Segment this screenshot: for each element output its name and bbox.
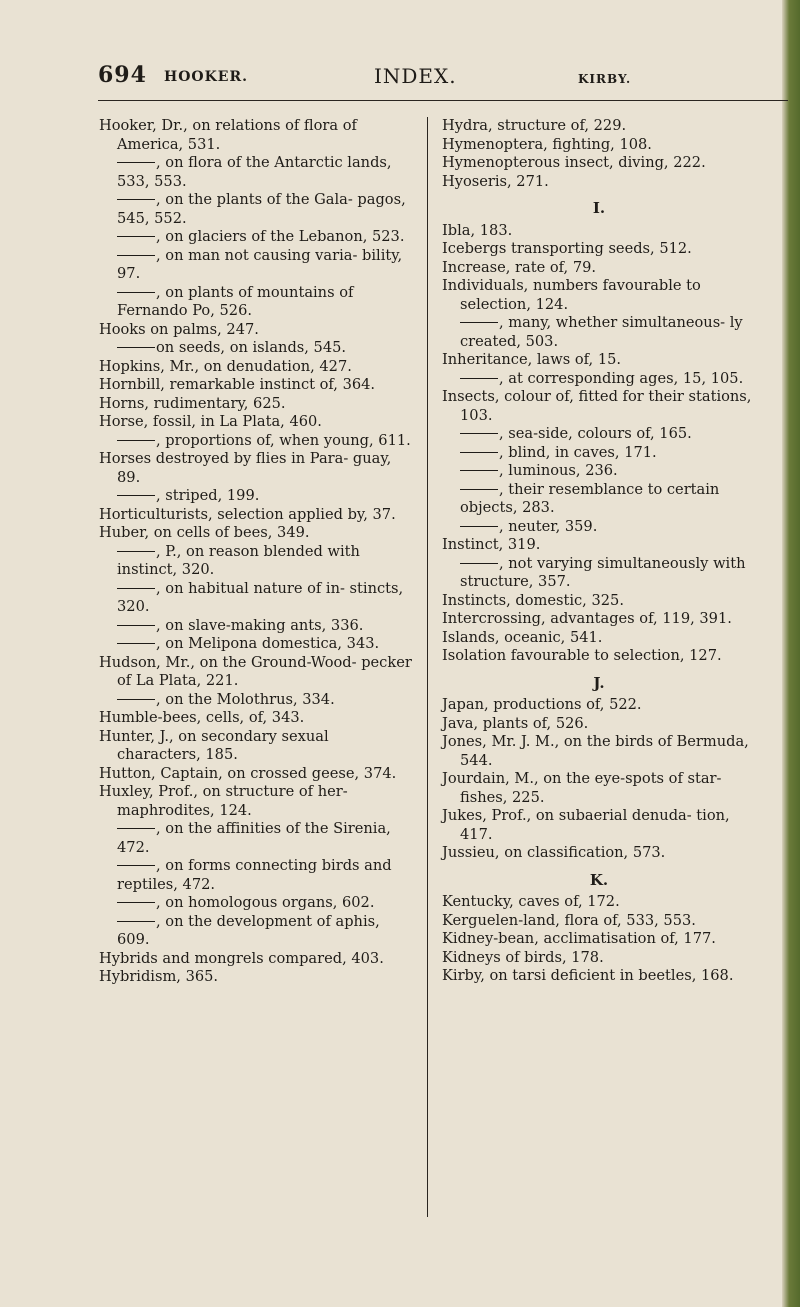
index-subentry [99, 191, 413, 228]
entry-text: Kidney-bean, acclimatisation of, 177. [442, 930, 716, 947]
entry-text: , on flora of the Antarctic lands, 533, 553. [117, 154, 392, 190]
page-edge [782, 0, 800, 1307]
index-entry [99, 709, 413, 728]
entry-text: Hopkins, Mr., on denudation, 427. [99, 357, 352, 375]
entry-text: , on glaciers of the Lebanon, 523. [156, 228, 405, 245]
index-entry [442, 967, 756, 986]
entry-text: , on homologous organs, 602. [156, 894, 375, 911]
index-entry [442, 733, 756, 770]
index-entry [442, 629, 756, 648]
entry-text: Hybridism, 365. [99, 968, 219, 985]
entry-text: , many, whether simultaneous- ly created, 503. [460, 314, 743, 350]
index-subentry [442, 370, 756, 389]
entry-text: , their resemblance to certain objects, 283. [460, 480, 720, 516]
index-subentry [442, 481, 756, 518]
index-entry [442, 696, 756, 715]
index-section-letter: J. [593, 673, 605, 692]
index-entry [99, 376, 413, 395]
entry-text: , not varying simultaneously with structure, 357. [460, 554, 746, 590]
index-entry [99, 117, 413, 154]
running-header [98, 62, 658, 102]
entry-text: , P., on reason blended with instinct, 320. [117, 542, 360, 578]
index-entry [442, 844, 756, 863]
index-entry [99, 395, 413, 414]
index-subentry [442, 425, 756, 444]
ditto-dash [460, 489, 498, 490]
index-entry [442, 893, 756, 912]
index-subentry [99, 617, 413, 636]
ditto-dash [117, 865, 155, 866]
ditto-dash [460, 452, 498, 453]
ditto-dash [117, 828, 155, 829]
entry-text: , luminous, 236. [499, 462, 618, 479]
index-entry [442, 259, 756, 278]
entry-text: , on plants of mountains of Fernando Po, 526. [117, 283, 354, 319]
entry-text: Horns, rudimentary, 625. [99, 394, 286, 412]
ditto-dash [460, 433, 498, 434]
index-entry [442, 912, 756, 931]
index-subentry [99, 691, 413, 710]
entry-text: Hooks on palms, 247. [99, 320, 259, 338]
entry-text: , on the Molothrus, 334. [156, 690, 335, 708]
index-subentry [99, 543, 413, 580]
index-entry [442, 154, 756, 173]
index-entry [99, 524, 413, 543]
index-entry [442, 222, 756, 241]
ditto-dash [117, 199, 155, 200]
index-subentry [99, 284, 413, 321]
header-left-word: HOOKER. [164, 69, 248, 85]
column-divider [427, 117, 428, 1217]
ditto-dash [117, 921, 155, 922]
index-entry [442, 173, 756, 192]
ditto-dash [117, 162, 155, 163]
entry-text: , on the affinities of the Sirenia, 472. [117, 820, 391, 856]
entry-text: Ibla, 183. [442, 221, 513, 239]
ditto-dash [460, 470, 498, 471]
entry-text: , on the development of aphis, 609. [117, 912, 380, 948]
entry-text: Hutton, Captain, on crossed geese, 374. [99, 764, 397, 782]
index-subentry [99, 894, 413, 913]
index-entry [442, 277, 756, 314]
entry-text: Hybrids and mongrels compared, 403. [99, 949, 384, 967]
index-entry [99, 783, 413, 820]
header-rule [98, 100, 788, 101]
entry-text: Horticulturists, selection applied by, 37. [99, 505, 396, 523]
entry-text: Hymenoptera, fighting, 108. [442, 135, 652, 153]
entry-text: Kerguelen-land, flora of, 533, 553. [442, 911, 696, 929]
index-entry [99, 413, 413, 432]
entry-text: Increase, rate of, 79. [442, 258, 597, 276]
entry-text: Hydra, structure of, 229. [442, 117, 627, 134]
header-right-word: KIRBY. [578, 72, 632, 86]
index-subentry [99, 820, 413, 857]
entry-text: Kirby, on tarsi deficient in beetles, 168. [442, 967, 734, 984]
entry-text: , on habitual nature of in- stincts, 320. [117, 579, 404, 615]
ditto-dash [460, 322, 498, 323]
index-subentry [99, 635, 413, 654]
entry-text: Islands, oceanic, 541. [442, 628, 603, 646]
index-entry [99, 950, 413, 969]
ditto-dash [117, 236, 155, 237]
index-entry [99, 450, 413, 487]
entry-text: Japan, productions of, 522. [442, 696, 642, 713]
entry-text: , blind, in caves, 171. [499, 443, 657, 461]
entry-text: Isolation favourable to selection, 127. [442, 647, 722, 664]
index-subentry [99, 432, 413, 451]
index-subentry [99, 913, 413, 950]
ditto-dash [117, 551, 155, 552]
ditto-dash [117, 588, 155, 589]
index-entry [442, 930, 756, 949]
entry-text: , striped, 199. [156, 487, 260, 504]
entry-text: Hunter, J., on secondary sexual characters, 185. [99, 727, 329, 763]
entry-text: Kidneys of birds, 178. [442, 948, 604, 966]
index-entry [442, 770, 756, 807]
header-title: INDEX. [374, 64, 457, 88]
index-entry [99, 654, 413, 691]
entry-text: Horse, fossil, in La Plata, 460. [99, 413, 322, 430]
ditto-dash [117, 699, 155, 700]
index-subentry [442, 462, 756, 481]
index-entry [442, 592, 756, 611]
entry-text: Hymenopterous insect, diving, 222. [442, 154, 706, 171]
index-entry [442, 136, 756, 155]
index-subentry [99, 487, 413, 506]
index-section-letter: I. [592, 199, 606, 217]
entry-text: Icebergs transporting seeds, 512. [442, 240, 692, 257]
index-entry [442, 388, 756, 425]
index-entry [442, 610, 756, 629]
entry-text: Humble-bees, cells, of, 343. [99, 709, 305, 726]
entry-text: Instincts, domestic, 325. [442, 591, 624, 609]
entry-text: Kentucky, caves of, 172. [442, 893, 620, 910]
entry-text: , sea-side, colours of, 165. [499, 425, 692, 442]
entry-text: Jones, Mr. J. M., on the birds of Bermuda, 544. [442, 733, 749, 769]
entry-text: , neuter, 359. [499, 517, 598, 535]
index-subentry [442, 314, 756, 351]
entry-text: Huxley, Prof., on structure of her- maphrodites, 124. [99, 783, 348, 819]
entry-text: Java, plants of, 526. [442, 714, 589, 732]
entry-text: Intercrossing, advantages of, 119, 391. [442, 610, 732, 627]
entry-text: , on man not causing varia- bility, 97. [117, 246, 403, 282]
ditto-dash [117, 255, 155, 256]
ditto-dash [460, 378, 498, 379]
entry-text: Individuals, numbers favourable to selection, 124. [442, 277, 701, 313]
entry-text: Hudson, Mr., on the Ground-Wood- pecker of La Plata, 221. [99, 653, 412, 689]
index-entry [442, 240, 756, 259]
entry-text: , at corresponding ages, 15, 105. [499, 369, 744, 387]
index-subentry [99, 154, 413, 191]
ditto-dash [117, 292, 155, 293]
entry-text: on seeds, on islands, 545. [156, 339, 347, 356]
ditto-dash [117, 643, 155, 644]
entry-text: , on Melipona domestica, 343. [156, 635, 380, 652]
index-entry [442, 536, 756, 555]
index-entry [442, 117, 756, 136]
entry-text: , on slave-making ants, 336. [156, 616, 364, 634]
page-number: 694 [98, 62, 147, 88]
index-entry [442, 949, 756, 968]
entry-text: Hyoseris, 271. [442, 172, 549, 190]
ditto-dash [117, 440, 155, 441]
index-column-right [442, 117, 756, 986]
index-entry [99, 321, 413, 340]
entry-text: , on forms connecting birds and reptiles, 472. [117, 857, 392, 893]
entry-text: Huber, on cells of bees, 349. [99, 524, 310, 541]
ditto-dash [117, 495, 155, 496]
index-entry [442, 351, 756, 370]
index-subentry [442, 555, 756, 592]
entry-text: Jourdain, M., on the eye-spots of star-fishes, 225. [442, 770, 722, 806]
index-subentry [99, 228, 413, 247]
entry-text: Insects, colour of, fitted for their stations, 103. [442, 388, 752, 424]
ditto-dash [117, 625, 155, 626]
index-subentry [99, 580, 413, 617]
entry-text: Hooker, Dr., on relations of flora of America, 531. [99, 117, 357, 153]
index-subentry [442, 518, 756, 537]
entry-text: , on the plants of the Gala- pagos, 545, 552. [117, 191, 406, 227]
index-entry [99, 358, 413, 377]
index-section-letter: K. [589, 870, 609, 889]
ditto-dash [460, 563, 498, 564]
index-subentry [99, 857, 413, 894]
entry-text: , proportions of, when young, 611. [156, 431, 411, 449]
index-subentry [442, 444, 756, 463]
entry-text: Hornbill, remarkable instinct of, 364. [99, 376, 376, 393]
ditto-dash [460, 526, 498, 527]
ditto-dash [117, 347, 155, 348]
index-entry [442, 807, 756, 844]
index-entry [99, 506, 413, 525]
index-entry [99, 968, 413, 987]
entry-text: Inheritance, laws of, 15. [442, 351, 622, 368]
index-entry [99, 765, 413, 784]
index-subentry [99, 247, 413, 284]
index-entry [99, 728, 413, 765]
entry-text: Jussieu, on classification, 573. [442, 844, 666, 861]
entry-text: Instinct, 319. [442, 536, 541, 553]
index-column-left [99, 117, 413, 987]
entry-text: Horses destroyed by flies in Para- guay, 89. [99, 450, 392, 486]
index-entry [442, 647, 756, 666]
entry-text: Jukes, Prof., on subaerial denuda- tion, 417. [442, 807, 730, 843]
ditto-dash [117, 902, 155, 903]
index-entry [442, 715, 756, 734]
index-subentry [99, 339, 413, 358]
